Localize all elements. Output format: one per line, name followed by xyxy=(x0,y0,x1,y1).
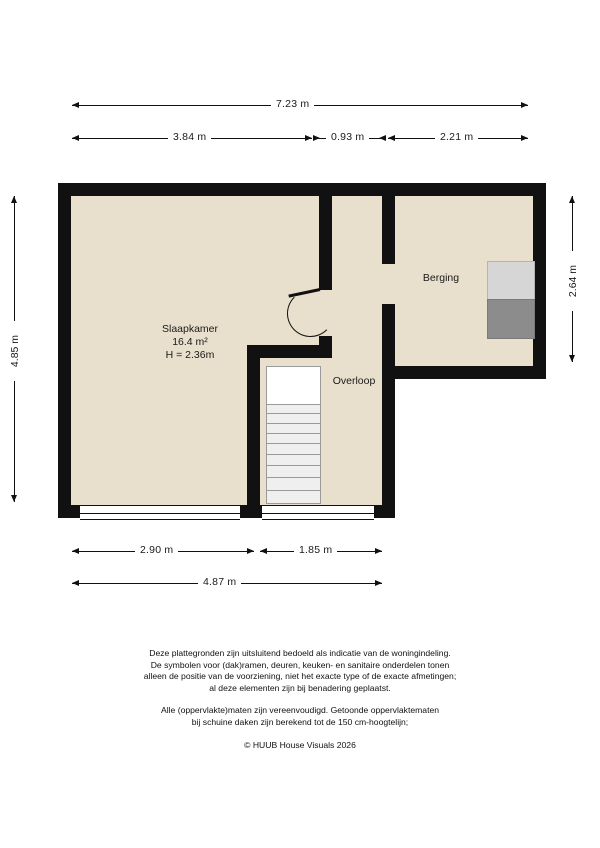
room-name-overloop: Overloop xyxy=(332,375,376,387)
dimension-left-overall-label: 4.85 m xyxy=(4,321,26,381)
room-area-slaapkamer: 16.4 m² xyxy=(172,336,208,348)
room-label-overloop xyxy=(299,375,409,388)
door-opening-berging xyxy=(382,262,395,306)
dimension-bottom-segment-2-label: 1.85 m xyxy=(294,544,337,556)
dimension-bottom-segment-1-label: 2.90 m xyxy=(135,544,178,556)
dimension-top-segment-3-label: 2.21 m xyxy=(435,131,478,143)
disclaimer-line-1: Deze plattegronden zijn uitsluitend bedoeld als indicatie van de woningindeling. xyxy=(149,648,451,658)
wall-right-lower xyxy=(382,366,395,518)
room-label-slaapkamer xyxy=(108,323,272,362)
disclaimer-line-4: al deze elementen zijn bij benadering geplaatst. xyxy=(209,682,391,693)
wall-top xyxy=(58,183,546,196)
dimension-top-segment-1-label: 3.84 m xyxy=(168,131,211,143)
room-height-slaapkamer: H = 2.36m xyxy=(165,349,215,361)
berging-fixture-upper xyxy=(487,261,535,301)
disclaimer-footer xyxy=(0,648,600,751)
berging-fixture-lower xyxy=(487,299,535,339)
disclaimer-line-5: Alle (oppervlakte)maten zijn vereenvoudigd. Getoonde oppervlaktematen xyxy=(160,705,440,716)
room-label-berging xyxy=(396,272,486,285)
room-name-slaapkamer: Slaapkamer xyxy=(161,323,219,335)
disclaimer-line-3: alleen de positie van de voorziening, niet het exacte type of de exacte afmetingen; xyxy=(143,671,457,682)
dimension-bottom-overall-label: 4.87 m xyxy=(198,576,241,588)
disclaimer-line-2: De symbolen voor (dak)ramen, deuren, keuken- en sanitaire onderdelen tonen xyxy=(150,659,450,670)
dimension-top-overall-label: 7.23 m xyxy=(271,98,314,110)
door-jamb-bottom xyxy=(382,304,395,306)
room-name-berging: Berging xyxy=(422,272,460,284)
wall-interior-vertical-left xyxy=(247,345,260,518)
window-bottom-right xyxy=(262,505,374,520)
copyright-notice: © HUUB House Visuals 2026 xyxy=(244,739,356,750)
stairs xyxy=(266,404,321,504)
door-jamb-top xyxy=(382,262,395,264)
dimension-top-segment-2-label: 0.93 m xyxy=(326,131,369,143)
dimension-right-overall-label: 2.64 m xyxy=(562,251,584,311)
window-bottom-left xyxy=(80,505,240,520)
disclaimer-line-6: bij schuine daken zijn berekend tot de 150 cm-hoogtelijn; xyxy=(191,716,409,727)
wall-left xyxy=(58,183,71,518)
door-swing-arc xyxy=(287,290,334,337)
